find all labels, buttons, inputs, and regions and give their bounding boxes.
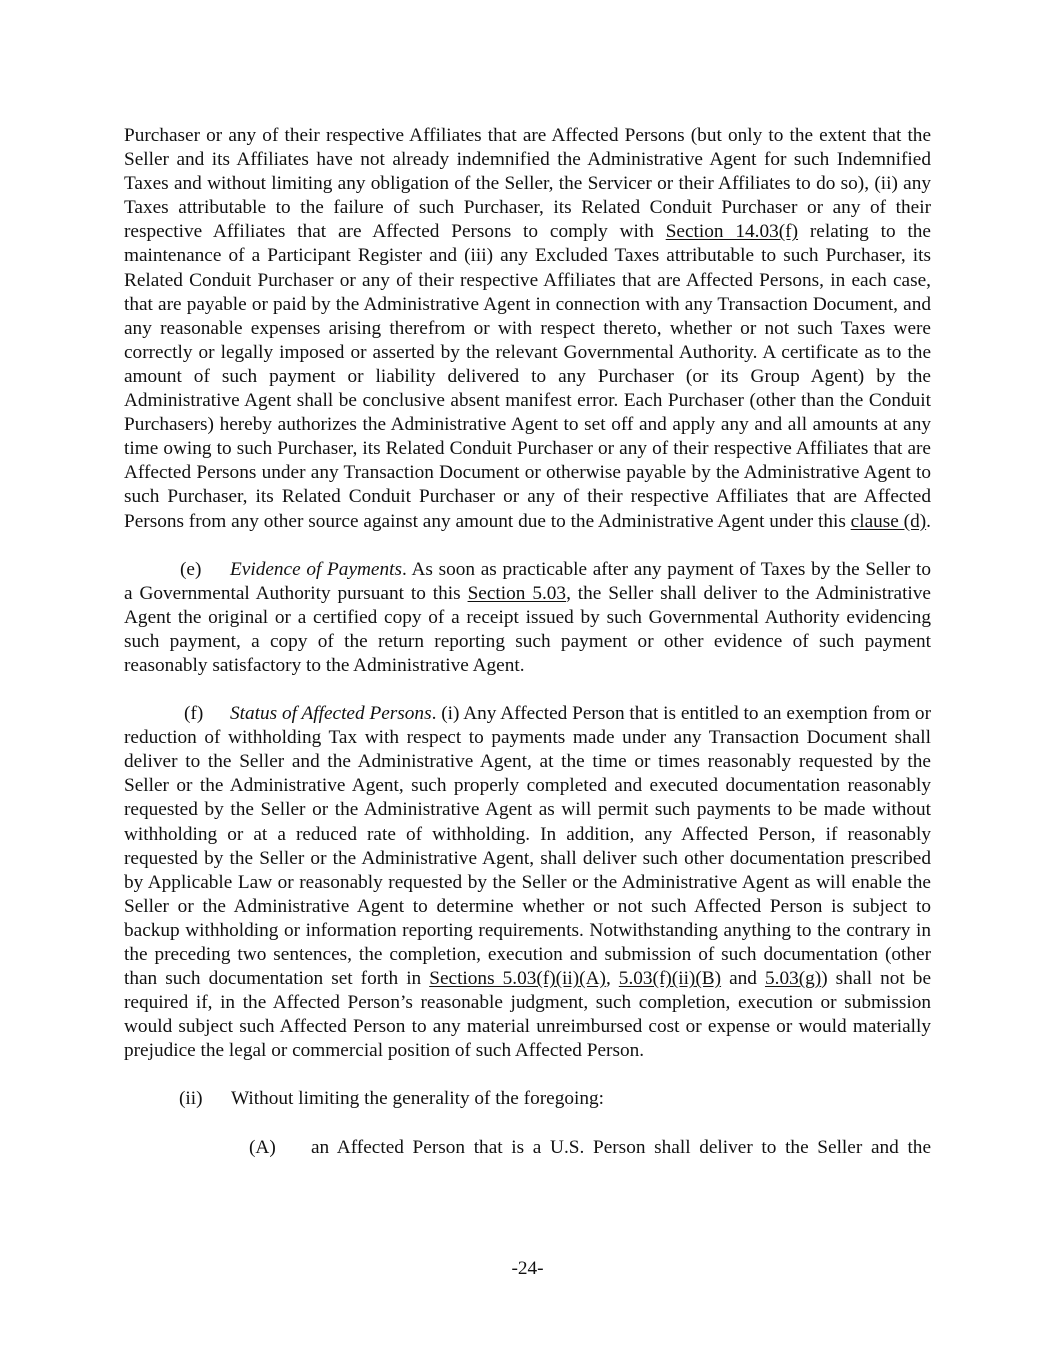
paragraph-e: (e) Evidence of Payments. As soon as practicable after any payment of Taxes by the Seller to a Governmental Authority pursuant to this Section 5.03, the Seller shall deliver to the Administrative Agent the original or a certified copy of a receipt issued by such Governmental Authority evidencing such payment, a copy of the return reporting such payment or other evidence of such payment reasonably satisfactory to the Administrative Agent. <box>124 558 932 676</box>
cross-reference-link: Sections 5.03(f)(ii)(A) <box>429 968 606 990</box>
cross-reference-link: Section 5.03 <box>467 582 567 604</box>
paragraph-f: (f) Status of Affected Persons. (i) Any Affected Person that is entitled to an exemption from or reduction of withholding Tax with respect to payments made under any Transaction Document shall deliver to the Seller and the Administrative Agent, at the time or times reasonably requested by the Seller or the Administrative Agent, such properly completed and executed documentation reasonably requested by the Seller or the Administrative Agent as will permit such payments to be made without withholding or at a reduced rate of withholding. In addition, any Affected Person, if reasonably requested by the Seller or the Administrative Agent, shall deliver such other documentation prescribed by Applicable Law or reasonably requested by the Seller or the Administrative Agent as will enable the Seller or the Administrative Agent to determine whether or not such Affected Person is subject to backup withholding or information reporting requirements. Notwithstanding anything to the contrary in the preceding two sentences, the completion, execution and submission of such documentation (other than such documentation set forth in Sections 5.03(f)(ii)(A), 5.03(f)(ii)(B) and 5.03(g)) shall not be required if, in the Affected Person’s reasonable judgment, such completion, execution or submission would subject such Affected Person to any material unreimbursed cost or expense or would materially prejudice the legal or commercial position of such Affected Person. <box>124 703 931 1062</box>
paragraph-heading: Status of Affected Persons <box>230 703 432 725</box>
paragraph-number: (f) <box>184 703 204 725</box>
subparagraph-ii: (ii) Without limiting the generality of the foregoing: <box>124 1087 931 1111</box>
cross-reference-link: 5.03(g) <box>764 968 822 990</box>
subparagraph-A: (A) an Affected Person that is a U.S. Person shall deliver to the Seller and the <box>124 1136 931 1160</box>
paragraph-d-continuation: Purchaser or any of their respective Affiliates that are Affected Persons (but only to the extent that the Seller and its Affiliates have not already indemnified the Administrative Agent for such Indemnified Taxes and without limiting any obligation of the Seller, the Servicer or their Affiliates to do so), (ii) any Taxes attributable to the failure of such Purchaser, its Related Conduit Purchaser or any of their respective Affiliates that are Affected Persons to comply with Section 14.03(f) relating to the maintenance of a Participant Register and (iii) any Excluded Taxes attributable to such Purchaser, its Related Conduit Purchaser or any of their respective Affiliates that are Affected Persons, in each case, that are payable or paid by the Administrative Agent in connection with any Transaction Document, and any reasonable expenses arising therefrom or with respect thereto, whether or not such Taxes were correctly or legally imposed or asserted by the relevant Governmental Authority. A certificate as to the amount of such payment or liability delivered to any Purchaser (or its Group Agent) by the Administrative Agent shall be conclusive absent manifest error. Each Purchaser (other than the Conduit Purchasers) hereby authorizes the Administrative Agent to set off and apply any and all amounts at any time owing to such Purchaser, its Related Conduit Purchaser or any of their respective Affiliates that are Affected Persons under any Transaction Document or otherwise payable by the Administrative Agent to such Purchaser, its Related Conduit Purchaser or any of their respective Affiliates that are Affected Persons from any other source against any amount due to the Administrative Agent under this clause (d). <box>124 125 931 532</box>
subparagraph-label: (A) <box>249 1136 276 1158</box>
paragraph-heading: Evidence of Payments <box>230 558 402 580</box>
subparagraph-label: (ii) <box>179 1088 203 1110</box>
cross-reference-link: Section 14.03(f) <box>665 221 799 243</box>
page-number: -24- <box>511 1258 544 1279</box>
document-page <box>124 124 931 1160</box>
cross-reference-link: clause (d) <box>850 510 927 532</box>
paragraph-number: (e) <box>180 558 202 580</box>
cross-reference-link: 5.03(f)(ii)(B) <box>618 968 722 990</box>
